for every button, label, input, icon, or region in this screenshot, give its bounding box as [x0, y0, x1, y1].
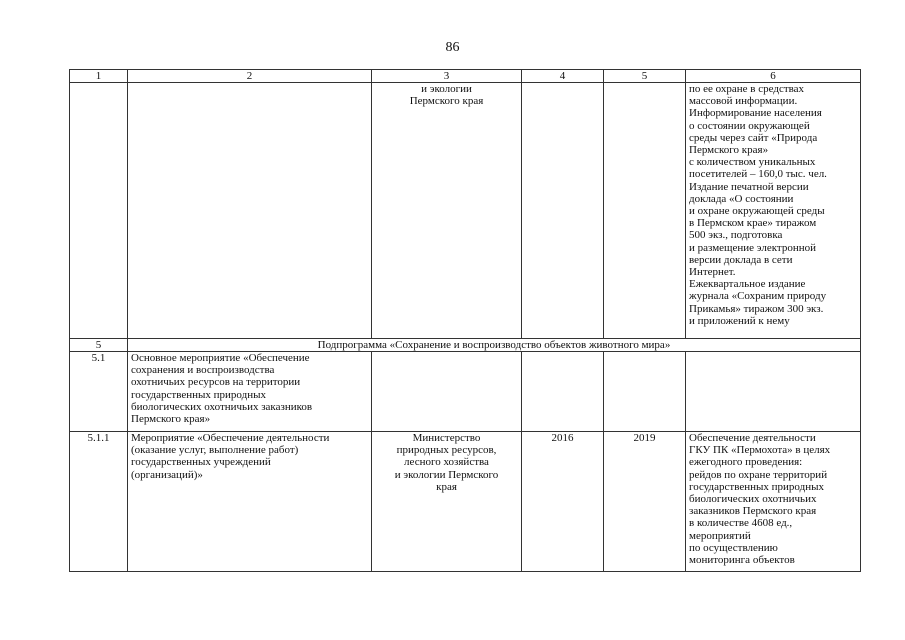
program-table — [69, 69, 861, 572]
subprogram-title: Подпрограмма «Сохранение и воспроизводство объектов животного мира» — [128, 339, 861, 352]
column-number-row — [70, 70, 861, 83]
main-activity-col6 — [686, 352, 861, 432]
col-number-5: 5 — [604, 70, 686, 83]
activity-end-year: 2019 — [604, 432, 686, 572]
col-number-3: 3 — [372, 70, 522, 83]
cont-col2 — [128, 83, 372, 339]
col-number-1: 1 — [70, 70, 128, 83]
activity-start-year: 2016 — [522, 432, 604, 572]
cont-result: по ее охране в средствах массовой информации. Информирование населения о состоянии окружающей среды через сайт «Природа Пермского края» с количеством уникальных посетителей – 160,0 тыс. чел. Издание печатной версии доклада «О состоянии и охране окружающей среды в Пермском крае» тиражом 500 экз., подготовка и размещение электронной версии доклада в сети Интернет. Ежеквартальное издание журнала «Сохраним природу Прикамья» тиражом 300 экз. и приложений к нему — [686, 83, 861, 339]
subprogram-row — [70, 339, 861, 352]
main-activity-title: Основное мероприятие «Обеспечение сохранения и воспроизводства охотничьих ресурсов на территории государственных природных биологических охотничьих заказников Пермского края» — [128, 352, 372, 432]
activity-title: Мероприятие «Обеспечение деятельности (оказание услуг, выполнение работ) государственных учреждений (организаций)» — [128, 432, 372, 572]
cont-col1 — [70, 83, 128, 339]
activity-responsible: Министерство природных ресурсов, лесного хозяйства и экологии Пермского края — [372, 432, 522, 572]
main-activity-col4 — [522, 352, 604, 432]
col-number-4: 4 — [522, 70, 604, 83]
continuation-row — [70, 83, 861, 339]
cont-col5 — [604, 83, 686, 339]
activity-row — [70, 432, 861, 572]
page-number: 86 — [445, 40, 460, 55]
subprogram-number: 5 — [70, 339, 128, 352]
main-activity-number: 5.1 — [70, 352, 128, 432]
cont-col4 — [522, 83, 604, 339]
main-activity-col5 — [604, 352, 686, 432]
main-activity-col3 — [372, 352, 522, 432]
activity-number: 5.1.1 — [70, 432, 128, 572]
cont-responsible: и экологии Пермского края — [372, 83, 522, 339]
main-activity-row — [70, 352, 861, 432]
activity-result: Обеспечение деятельности ГКУ ПК «Пермохота» в целях ежегодного проведения: рейдов по охране территорий государственных природных биологических охотничьих заказников Пермского края в количестве 4608 ед., мероприятий по осуществлению мониторинга объектов — [686, 432, 861, 572]
col-number-6: 6 — [686, 70, 861, 83]
col-number-2: 2 — [128, 70, 372, 83]
